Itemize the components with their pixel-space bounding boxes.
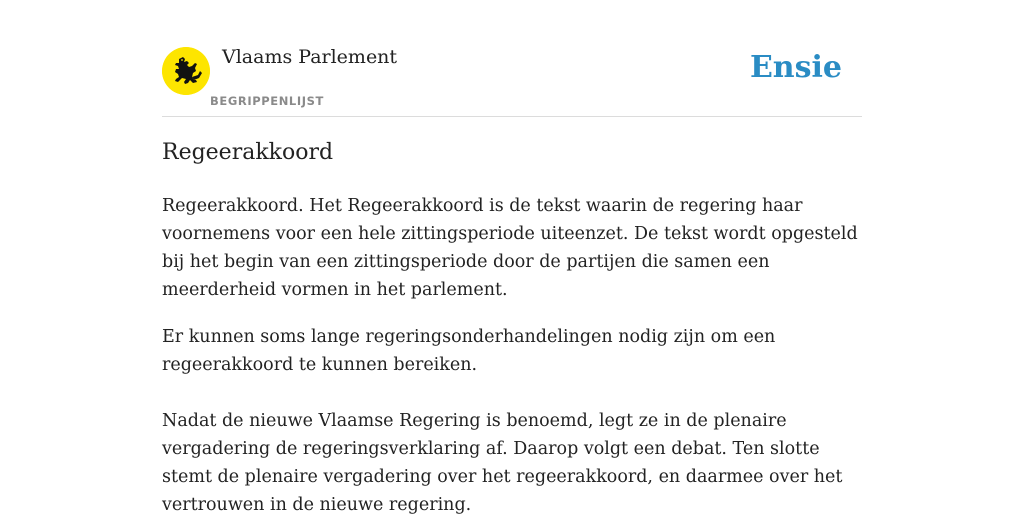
source-name[interactable]: Vlaams Parlement (222, 46, 398, 68)
page (162, 0, 862, 515)
paragraph: Nadat de nieuwe Vlaamse Regering is benoemd, legt ze in de plenaire vergadering de regeringsverklaring af. Daarop volgt een debat. Ten slotte stemt de plenaire vergadering over het regeerakkoord, en daarmee over het vertrouwen in de nieuwe regering. (162, 411, 843, 515)
header (162, 0, 862, 117)
paragraph: Er kunnen soms lange regeringsonderhandelingen nodig zijn om een regeerakkoord te kunnen bereiken. (162, 327, 776, 375)
brand-logo[interactable]: Ensie (749, 50, 842, 85)
source-logo[interactable] (162, 47, 210, 95)
category-label: BEGRIPPENLIJST (210, 94, 324, 108)
flemish-lion-icon (162, 47, 210, 95)
page-title: Regeerakkoord (162, 140, 334, 165)
article-body (162, 192, 862, 519)
paragraph: Regeerakkoord. Het Regeerakkoord is de tekst waarin de regering haar voornemens voor een hele zittingsperiode uiteenzet. De tekst wordt opgesteld bij het begin van een zittingsperiode door de partijen die samen een meerderheid vormen in het parlement. (162, 196, 858, 300)
